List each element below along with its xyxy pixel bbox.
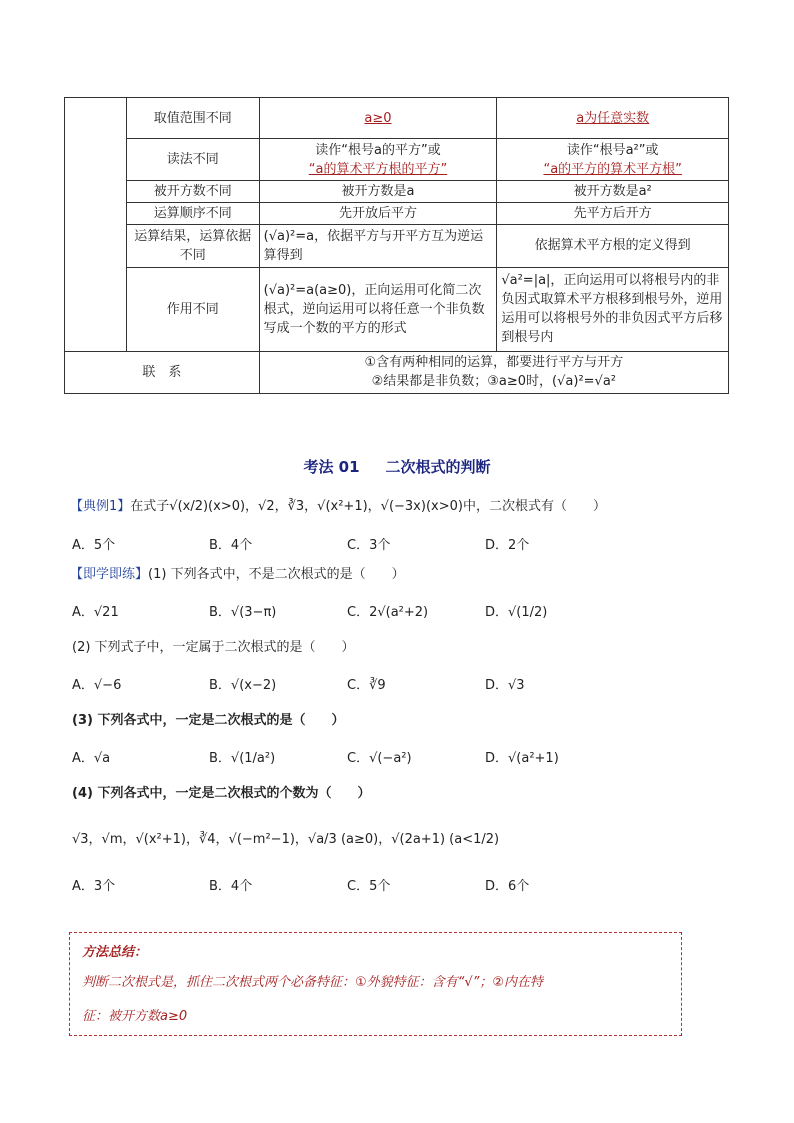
read-b-1: 读作“根号a²”或 (566, 142, 659, 158)
ex1-option-c[interactable]: C．3个 (347, 538, 391, 553)
section-name: 二次根式的判断 (385, 458, 491, 476)
read-a-1: 读作“根号a的平方”或 (315, 142, 441, 158)
section-number: 考法 01 (303, 458, 360, 476)
q3-option-b[interactable]: B．√(1/a²) (209, 751, 276, 766)
q2-option-c[interactable]: C．∛9 (347, 678, 386, 693)
read-a-2: “a的算术平方根的平方” (308, 161, 448, 177)
cell-b (497, 139, 729, 181)
example-tag: 【典例1】 (70, 499, 131, 514)
q4-expression: √3，√m，√(x²+1)，∛4，√(−m²−1)，√a/3 (a≥0)，√(2a+1) (a<1/2) (72, 832, 500, 847)
cell-a: 被开方数是a (259, 181, 497, 203)
cell-a (259, 98, 497, 139)
range-a: a≥0 (364, 110, 392, 126)
link-line-1: ①含有两种相同的运算，都要进行平方与开方 (364, 355, 624, 371)
q4-option-a[interactable]: A．3个 (72, 879, 116, 894)
method-line-1: 判断二次根式是，抓住二次根式两个必备特征：①外貌特征：含有“√”；②内在特 (82, 975, 544, 990)
row-label: 作用不同 (126, 267, 259, 351)
q4-option-c[interactable]: C．5个 (347, 879, 391, 894)
ex1-option-d[interactable]: D．2个 (485, 538, 530, 553)
q2-option-a[interactable]: A．√−6 (72, 678, 122, 693)
practice-q1-stem: (1) 下列各式中，不是二次根式的是（ ） (148, 567, 405, 582)
q2-option-b[interactable]: B．√(x−2) (209, 678, 277, 693)
range-b: a为任意实数 (576, 110, 650, 126)
cell-b (497, 98, 729, 139)
practice-tag: 【即学即练】 (70, 567, 149, 582)
q4-option-b[interactable]: B．4个 (209, 879, 253, 894)
link-label: 联 系 (65, 351, 260, 393)
q1-option-a[interactable]: A．√21 (72, 605, 119, 620)
q3-option-a[interactable]: A．√a (72, 751, 111, 766)
row-label: 被开方数不同 (126, 181, 259, 203)
cell-b: 被开方数是a² (497, 181, 729, 203)
q1-option-b[interactable]: B．√(3−π) (209, 605, 277, 620)
q1-option-c[interactable]: C．2√(a²+2) (347, 605, 429, 620)
row-label: 取值范围不同 (126, 98, 259, 139)
practice-q4: (4) 下列各式中，一定是二次根式的个数为（ ） (72, 786, 371, 801)
q4-option-d[interactable]: D．6个 (485, 879, 530, 894)
method-line-2: 征：被开方数a≥0 (82, 1009, 188, 1024)
row-label: 运算结果，运算依据不同 (126, 225, 259, 267)
link-line-2: ②结果都是非负数；③a≥0时，(√a)²=√a² (371, 374, 617, 390)
cell-b: 先平方后开方 (497, 203, 729, 225)
ex1-option-a[interactable]: A．5个 (72, 538, 116, 553)
q3-option-d[interactable]: D．√(a²+1) (485, 751, 559, 766)
method-summary-box (69, 932, 682, 1036)
practice-q3: (3) 下列各式中，一定是二次根式的是（ ） (72, 713, 345, 728)
q1-option-d[interactable]: D．√(1/2) (485, 605, 548, 620)
q3-option-c[interactable]: C．√(−a²) (347, 751, 412, 766)
section-title (0, 456, 794, 477)
cell-a: 先开放后平方 (259, 203, 497, 225)
read-b-2: “a的平方的算术平方根” (543, 161, 682, 177)
cell-a: (√a)²=a(a≥0)，正向运用可化简二次根式，逆向运用可以将任意一个非负数写成一个数的平方的形式 (259, 267, 497, 351)
ex1-option-b[interactable]: B．4个 (209, 538, 253, 553)
method-heading: 方法总结： (82, 945, 148, 960)
cell-b: √a²=|a|，正向运用可以将根号内的非负因式取算术平方根移到根号外，逆用运用可以将根号外的非负因式平方后移到根号内 (497, 267, 729, 351)
practice-q1 (70, 566, 405, 584)
example-stem: 在式子√(x/2)(x>0)，√2，∛3，√(x²+1)，√(−3x)(x>0)中，二次根式有（ ） (130, 499, 606, 514)
q2-option-d[interactable]: D．√3 (485, 678, 525, 693)
cell-a: (√a)²=a，依据平方与开平方互为逆运算得到 (259, 225, 497, 267)
cell-b: 依据算术平方根的定义得到 (497, 225, 729, 267)
link-cell (259, 351, 728, 393)
example-1 (70, 498, 606, 516)
table-group-cell (65, 98, 127, 352)
row-label: 读法不同 (126, 139, 259, 181)
comparison-table (64, 97, 729, 394)
cell-a (259, 139, 497, 181)
practice-q2: (2) 下列式子中，一定属于二次根式的是（ ） (72, 640, 355, 655)
row-label: 运算顺序不同 (126, 203, 259, 225)
